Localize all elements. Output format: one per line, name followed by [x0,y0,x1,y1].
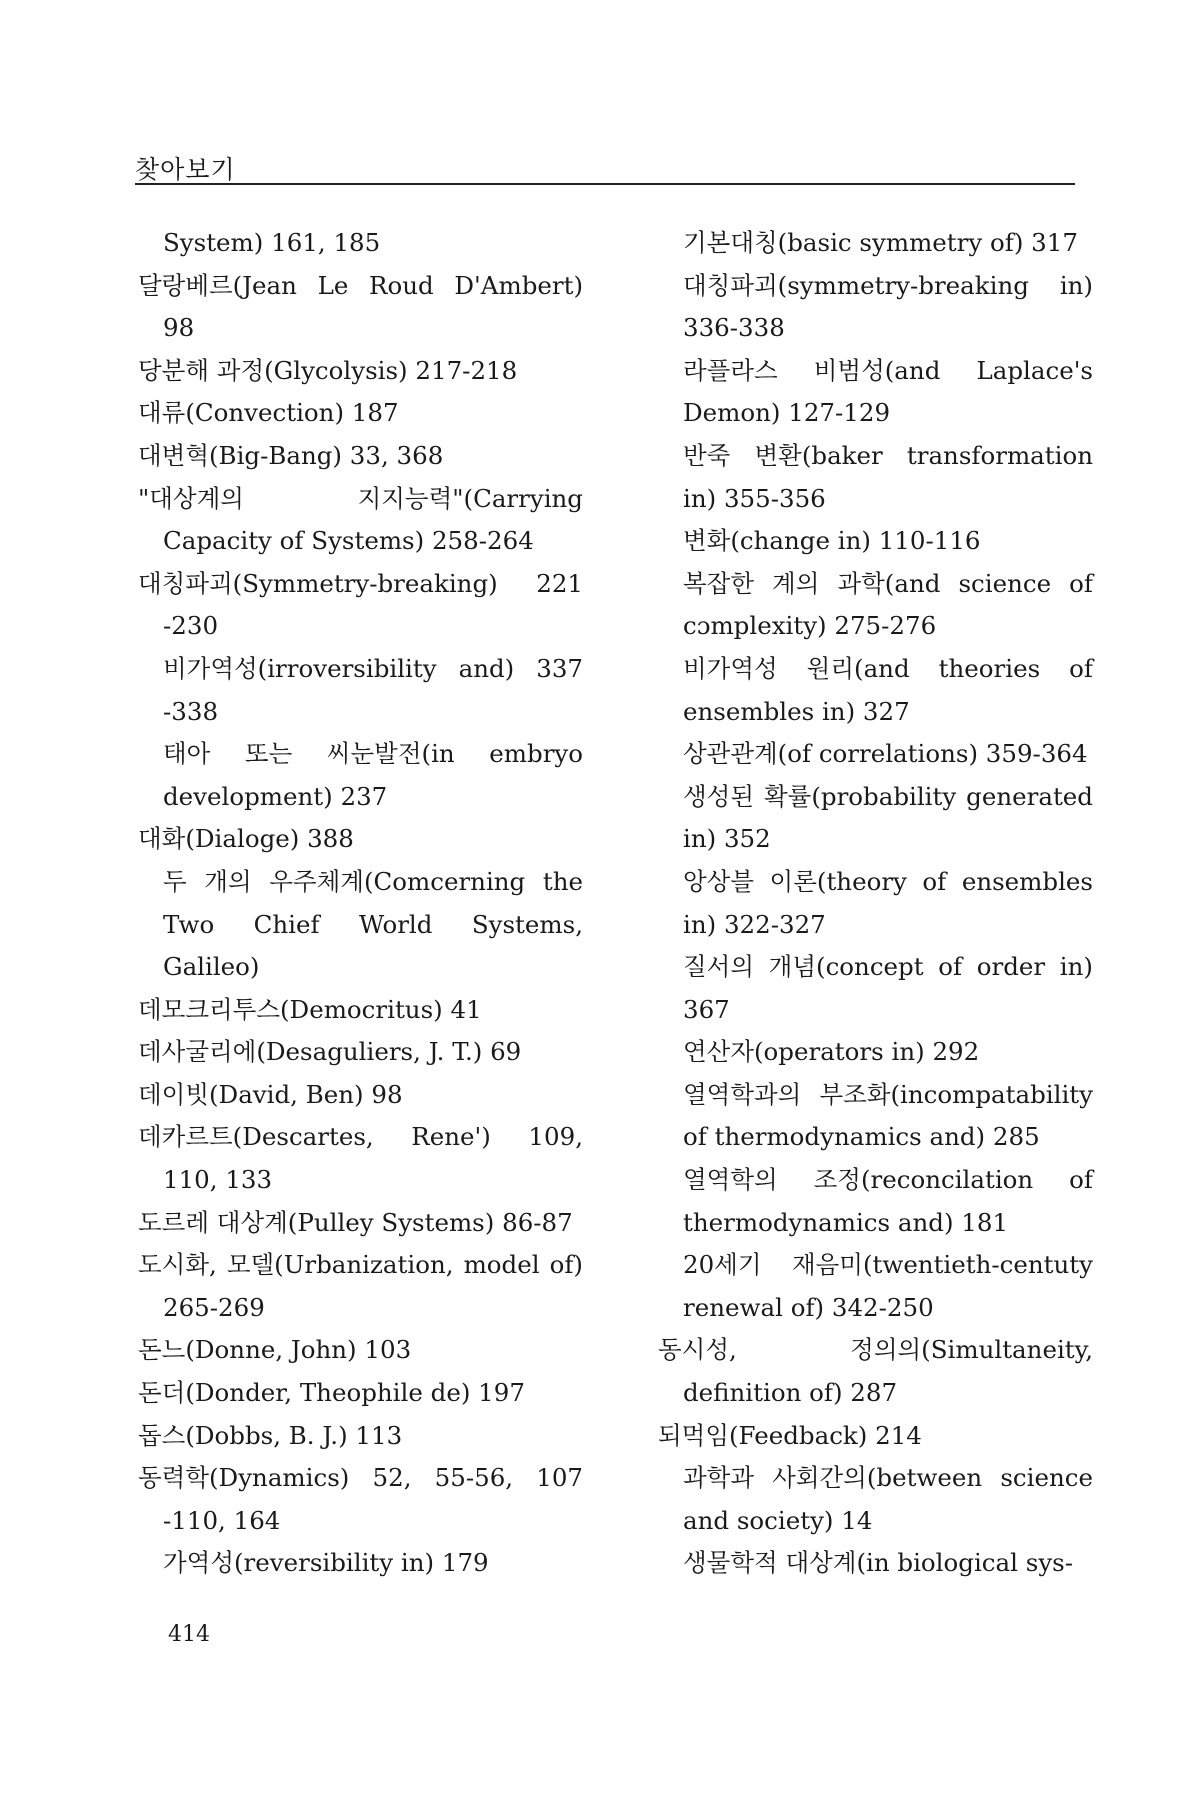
index-subentry: 과학과 사회간의(between science and society) 14 [683,1463,1093,1535]
index-column-left [138,222,583,1585]
index-entry: 데모크리투스(Democritus) 41 [138,994,482,1024]
index-subentry: 열역학의 조정(reconcilation of thermodynamics and) 181 [683,1165,1093,1237]
index-subentry: System) 161, 185 [163,228,381,257]
index-entry: 데사굴리에(Desaguliers, J. T.) 69 [138,1037,522,1067]
index-subentry: 20세기 재음미(twentieth-centuty renewal of) 342-250 [683,1250,1093,1322]
index-entry: "대상계의 지지능력"(Carrying Capacity of Systems) 258-264 [138,483,583,556]
index-subentry: 변화(change in) 110-116 [683,526,981,556]
header-divider [135,183,1075,185]
index-subentry: 반죽 변환(baker transformation in) 355-356 [683,440,1093,513]
index-subentry: 두 개의 우주체계(Comcerning the Two Chief World Systems, Galileo) [163,866,583,982]
index-subentry: 열역학과의 부조화(incompatability of thermodynamics and) 285 [683,1079,1093,1152]
index-entry: 동력학(Dynamics) 52, 55-56, 107 -110, 164 [138,1463,583,1535]
index-entry: 대류(Convection) 187 [138,398,399,428]
index-subentry: 앙상블 이론(theory of ensembles in) 322-327 [683,866,1093,939]
index-subentry: 복잡한 계의 과학(and science of cɔmplexity) 275-276 [683,568,1093,641]
index-subentry: 비가역성(irroversibility and) 337 -338 [163,653,583,726]
index-subentry: 생성된 확률(probability generated in) 352 [683,781,1093,854]
index-entry: 돈더(Donder, Theophile de) 197 [138,1378,525,1408]
index-subentry: 대칭파괴(symmetry-breaking in) 336-338 [683,270,1093,343]
index-subentry: 연산자(operators in) 292 [683,1037,980,1067]
index-entry: 도시화, 모델(Urbanization, model of) 265-269 [138,1250,583,1322]
index-entry: 도르레 대상계(Pulley Systems) 86-87 [138,1207,573,1237]
index-entry: 되먹임(Feedback) 214 [658,1420,922,1450]
page-header-title: 찾아보기 [135,155,236,184]
index-entry: 데카르트(Descartes, Rene') 109, 110, 133 [138,1122,583,1195]
index-entry: 대변혁(Big-Bang) 33, 368 [138,440,444,470]
index-subentry: 상관관계(of correlations) 359-364 [683,739,1088,769]
index-entry: 돕스(Dobbs, B. J.) 113 [138,1420,403,1450]
index-subentry: 태아 또는 씨눈발전(in embryo development) 237 [163,739,583,811]
index-entry: 달랑베르(Jean Le Roud D'Ambert) 98 [138,270,583,343]
index-subentry: 가역성(reversibility in) 179 [163,1548,489,1578]
index-entry: 데이빗(David, Ben) 98 [138,1079,403,1109]
index-entry: 당분해 과정(Glycolysis) 217-218 [138,355,518,385]
index-entry: 대화(Dialoge) 388 [138,824,354,854]
page-number: 414 [168,1622,210,1647]
index-entry: 동시성, 정의의(Simultaneity, definition of) 287 [658,1335,1093,1408]
index-entry: 돈느(Donne, John) 103 [138,1335,412,1365]
index-entry: 대칭파괴(Symmetry-breaking) 221 -230 [138,568,583,641]
index-subentry: 생물학적 대상계(in biological sys- [683,1548,1074,1578]
index-column-right [658,222,1093,1585]
index-subentry: 비가역성 원리(and theories of ensembles in) 327 [683,653,1093,726]
index-subentry: 질서의 개념(concept of order in) 367 [683,952,1093,1024]
index-subentry: 라플라스 비범성(and Laplace's Demon) 127-129 [683,355,1093,428]
index-subentry: 기본대칭(basic symmetry of) 317 [683,228,1078,257]
